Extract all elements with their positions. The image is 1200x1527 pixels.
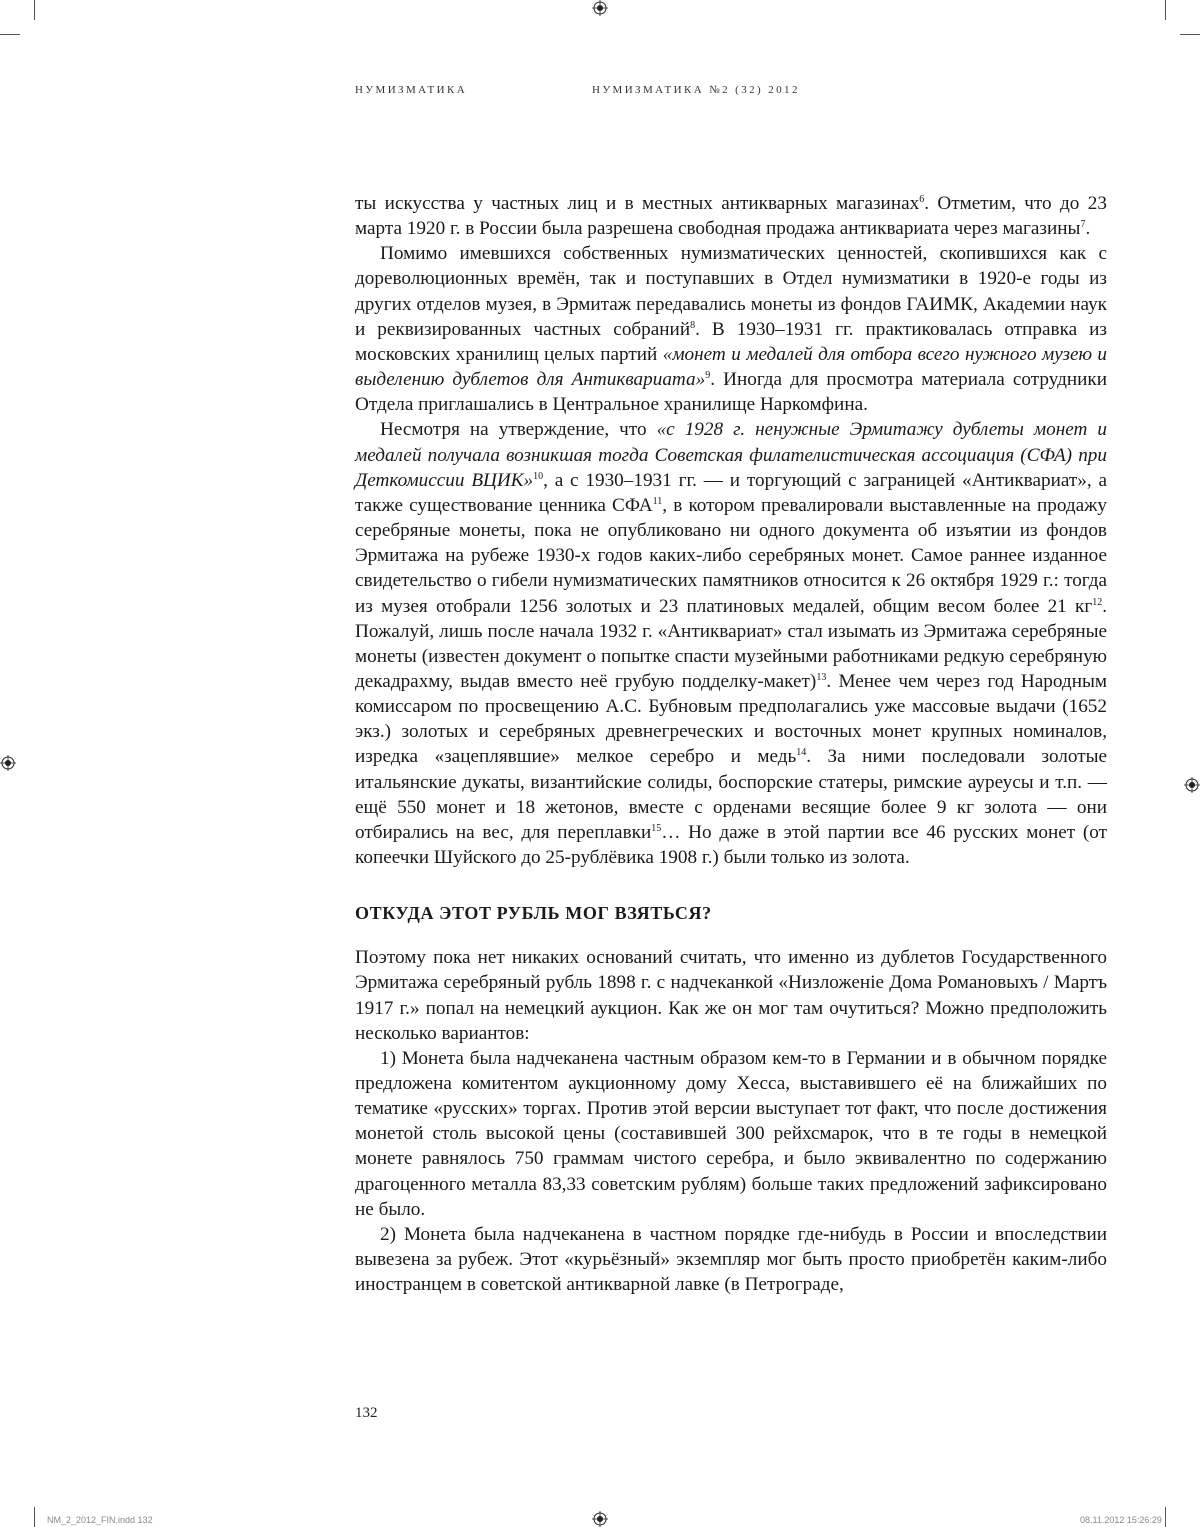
- text-run: 2) Монета была надчеканена в частном порядке где-нибудь в России и впоследствии вывезена за рубеж. Этот «курьёзный» экземпляр мог быть просто приобретён каким-либо иностранцем в советской антикварной лавке (в Петрограде,: [355, 1223, 1107, 1296]
- text-run: Поэтому пока нет никаких оснований считать, что именно из дублетов Государственного Эрмитажа серебряный рубль 1898 г. с надчеканкой «Низложенiе Дома Романовыхъ / Мартъ 1917 г.» попал на немецкий аукцион. Как же он мог там очутиться? Можно предположить несколько вариантов:: [355, 947, 1107, 1044]
- text-run: . За ними последовали золотые итальянские дукаты, византийские солиды, боспорские статеры, римские ауреусы и т.п. — ещё 550 монет и 18 жетонов, вместе с орденами весящие более 9 кг золота — они отбирались на вес, для переплавки: [355, 746, 1107, 843]
- crop-mark-bottom-left: [34, 1507, 35, 1527]
- registration-mark-icon: [590, 1507, 610, 1527]
- italic-quote: «монет и медалей для отбора всего нужного музею и выделению дублетов для Антиквариата»: [355, 343, 1107, 391]
- italic-quote: «с 1928 г. ненужные Эрмитажу дублеты монет и медалей получала возникшая тогда Советская филателистическая ассоциация (СФА) при Деткомиссии ВЦИК»: [355, 419, 1107, 491]
- crop-mark-left-top: [0, 34, 20, 35]
- footnote-ref: 15: [651, 822, 662, 834]
- text-run: , в котором превалировали выставленные на продажу серебряные монеты, пока не опубликовано ни одного документа об изъятии из фондов Эрмитажа на рубеже 1930-х годов каких-либо серебряных монет. Самое раннее изданное свидетельство о гибели нумизматических памятников относится к 26 октября 1929 г.: тогда из музея отобрали 1256 золотых и 23 платиновых медалей, общим весом более 21 кг: [355, 494, 1107, 617]
- registration-mark-icon: [1182, 775, 1200, 795]
- text-run: , а с 1930–1931 гг. — и торгующий с заграницей «Антиквариат», а также существование ценника СФА: [355, 469, 1107, 516]
- running-head-section: НУМИЗМАТИКА: [355, 84, 468, 96]
- text-run: . Пожалуй, лишь после начала 1932 г. «Антиквариат» стал изымать из Эрмитажа серебряные монеты (известен документ о попытке спасти музейными работниками редкую серебряную декадрахму, выдав вместо неё грубую подделку-макет): [355, 595, 1107, 692]
- text-run: Помимо имевшихся собственных нумизматических ценностей, скопившихся как с дореволюционных времён, так и поступавших в Отдел нумизматики в 1920-е годы из других отделов музея, в Эрмитаж передавались монеты из фондов ГАИМК, Академии наук и реквизированных частных собраний: [355, 243, 1107, 340]
- text-run: . Менее чем через год Народным комиссаром по просвещению А.С. Бубновым предполагались уже массовые выдачи (1652 экз.) золотых и серебряных древнегреческих и восточных монет крупных номиналов, изредка «зацеплявшие» мелкое серебро и медь: [355, 670, 1107, 768]
- footnote-ref: 11: [652, 495, 663, 507]
- registration-mark-icon: [590, 0, 610, 20]
- print-slug-timestamp: 08.11.2012 15:26:29: [1080, 1515, 1162, 1525]
- print-slug-filename: NM_2_2012_FIN.indd 132: [47, 1515, 153, 1525]
- crop-mark-right-top: [1180, 34, 1200, 35]
- running-head-issue: НУМИЗМАТИКА №2 (32) 2012: [592, 84, 800, 96]
- paragraph: [355, 1222, 1107, 1297]
- crop-mark-top-left: [34, 0, 35, 20]
- paragraph: [355, 945, 1107, 1046]
- text-run: . Отметим, что до 23 марта 1920 г. в России была разрешена свободная продажа антиквариата через магазины: [355, 193, 1107, 240]
- footnote-ref: 8: [690, 319, 696, 331]
- registration-mark-icon: [0, 753, 18, 773]
- crop-mark-bottom-right: [1165, 1507, 1166, 1527]
- text-run: . В 1930–1931 гг. практиковалась отправка из московских хранилищ целых партий: [355, 318, 1107, 365]
- text-run: ты искусства у частных лиц и в местных антикварных магазинах: [355, 193, 920, 214]
- footnote-ref: 9: [705, 370, 711, 382]
- paragraph: [355, 417, 1107, 870]
- footnote-ref: 14: [796, 747, 807, 759]
- footnote-ref: 12: [1092, 596, 1103, 608]
- article-body: [355, 191, 1107, 1297]
- footnote-ref: 6: [919, 194, 925, 205]
- paragraph: [355, 1046, 1107, 1222]
- footnote-ref: 13: [816, 671, 827, 683]
- page-number: 132: [355, 1405, 378, 1421]
- crop-mark-top-right: [1165, 0, 1166, 20]
- section-heading: ОТКУДА ЭТОТ РУБЛЬ МОГ ВЗЯТЬСЯ?: [355, 903, 712, 924]
- footnote-ref: 10: [533, 470, 544, 482]
- text-run: . Иногда для просмотра материала сотрудники Отдела приглашались в Центральное хранилище Наркомфина.: [355, 369, 1107, 416]
- paragraph: [355, 191, 1107, 241]
- text-run: .: [1085, 218, 1091, 240]
- paragraph: [355, 241, 1107, 417]
- footnote-ref: 7: [1080, 219, 1086, 231]
- text-run: … Но даже в этой партии все 46 русских монет (от копеечки Шуйского до 25-рублёвика 1908 г.) были только из золота.: [355, 821, 1107, 869]
- text-run: Несмотря на утверждение, что: [380, 419, 657, 441]
- text-run: 1) Монета была надчеканена частным образом кем-то в Германии и в обычном порядке предложена комитентом аукционному дому Хесса, выставившего её на ближайших по тематике «русских» торгах. Против этой версии выступает тот факт, что после достижения монетой столь высокой цены (составившей 300 рейхсмарок, что в те годы в немецкой монете равнялось 750 граммам чистого серебра, и было эквивалентно по содержанию драгоценного металла 83,33 советским рублям) больше таких предложений зафиксировано не было.: [355, 1047, 1107, 1220]
